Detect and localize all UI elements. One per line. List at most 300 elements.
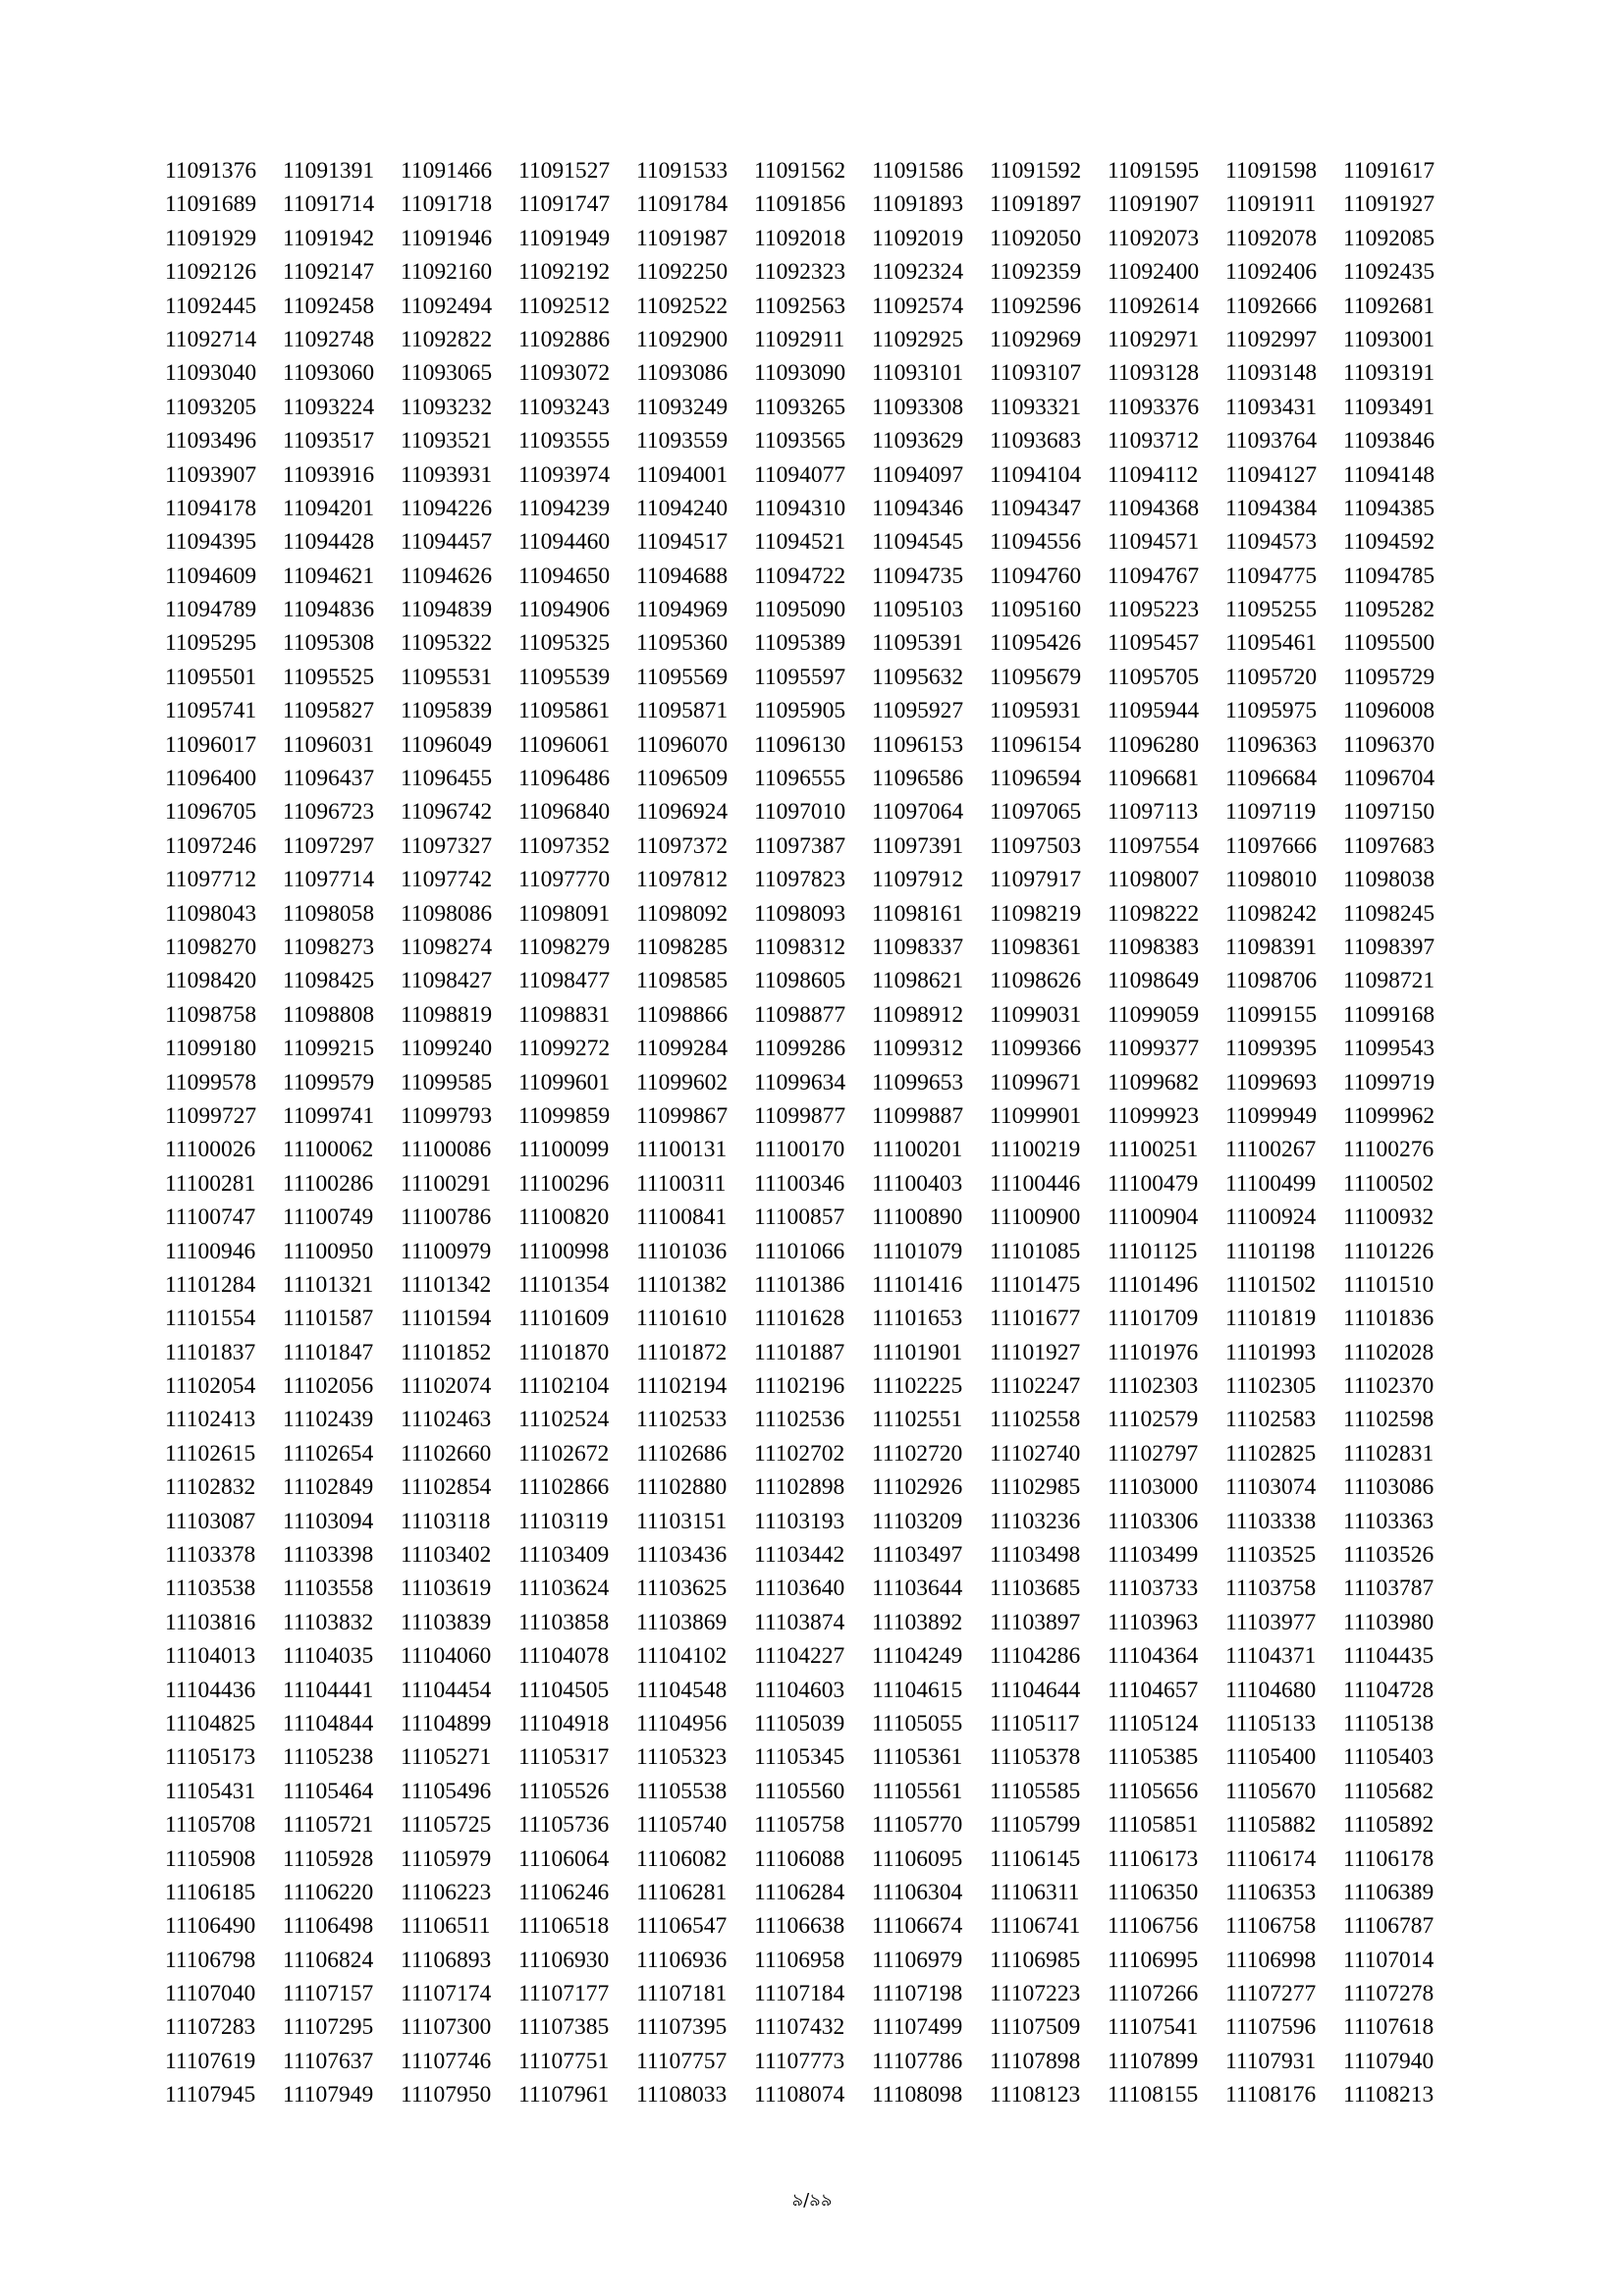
roll-number: 11092085 (1343, 225, 1435, 251)
roll-number: 11091376 (165, 158, 257, 184)
roll-number: 11100747 (165, 1204, 256, 1231)
roll-number: 11099395 (1225, 1036, 1318, 1062)
roll-number: 11098831 (518, 1001, 611, 1028)
roll-number: 11104825 (165, 1710, 256, 1736)
roll-number: 11100276 (1343, 1137, 1435, 1163)
roll-number: 11095531 (401, 664, 493, 690)
roll-number: 11105117 (990, 1710, 1080, 1736)
roll-number: 11104102 (636, 1643, 728, 1670)
roll-number: 11105979 (401, 1845, 492, 1872)
roll-number: 11101887 (754, 1339, 845, 1365)
roll-number: 11107432 (754, 2014, 845, 2041)
roll-number: 11098391 (1225, 934, 1318, 960)
roll-number: 11094760 (990, 562, 1082, 589)
roll-number: 11094368 (1108, 495, 1200, 521)
roll-number: 11099377 (1108, 1036, 1200, 1062)
roll-number: 11099923 (1108, 1102, 1200, 1129)
roll-number: 11102866 (518, 1474, 610, 1501)
roll-number: 11101927 (990, 1339, 1081, 1365)
roll-number: 11096705 (165, 799, 257, 826)
roll-number: 11097712 (165, 867, 257, 893)
roll-number: 11093308 (872, 394, 964, 420)
roll-number: 11102104 (518, 1373, 610, 1400)
roll-number: 11098649 (1108, 968, 1200, 994)
roll-number: 11095569 (636, 664, 729, 690)
roll-number: 11100170 (754, 1137, 845, 1163)
roll-number: 11101819 (1225, 1306, 1317, 1332)
roll-number: 11098222 (1108, 900, 1200, 927)
roll-number: 11106223 (401, 1879, 492, 1905)
roll-number: 11102056 (283, 1373, 374, 1400)
roll-number: 11092018 (754, 225, 846, 251)
roll-number: 11103538 (165, 1575, 256, 1602)
roll-number: 11102797 (1108, 1440, 1199, 1467)
roll-number: 11099693 (1225, 1069, 1318, 1095)
roll-number: 11091533 (636, 158, 729, 184)
roll-number: 11099634 (754, 1069, 846, 1095)
roll-number: 11106088 (754, 1845, 845, 1872)
roll-number: 11094688 (636, 562, 729, 589)
roll-number: 11094906 (518, 597, 611, 623)
roll-number: 11106490 (165, 1913, 256, 1940)
roll-number: 11093559 (636, 428, 729, 454)
roll-number: 11101382 (636, 1271, 728, 1298)
roll-number: 11106178 (1343, 1845, 1435, 1872)
roll-number: 11095927 (872, 698, 964, 724)
roll-number: 11102660 (401, 1440, 492, 1467)
roll-number: 11093521 (401, 428, 493, 454)
roll-number: 11100346 (754, 1170, 845, 1197)
roll-number: 11098808 (283, 1001, 375, 1028)
roll-number: 11094148 (1343, 461, 1435, 488)
roll-number: 11098605 (754, 968, 846, 994)
roll-number: 11107277 (1225, 1981, 1317, 2007)
roll-number: 11106064 (518, 1845, 610, 1872)
roll-number: 11095255 (1225, 597, 1318, 623)
roll-number: 11097917 (990, 867, 1082, 893)
roll-number: 11094178 (165, 495, 257, 521)
roll-number: 11100900 (990, 1204, 1081, 1231)
roll-number: 11092822 (401, 326, 493, 352)
roll-number: 11098242 (1225, 900, 1318, 927)
roll-number: 11100946 (165, 1238, 256, 1264)
roll-number: 11094112 (1108, 461, 1199, 488)
roll-number: 11104364 (1108, 1643, 1199, 1670)
roll-number: 11097246 (165, 832, 257, 859)
roll-number: 11092147 (283, 259, 375, 286)
roll-number: 11094836 (283, 597, 375, 623)
roll-number: 11106173 (1108, 1845, 1199, 1872)
roll-number: 11097119 (1225, 799, 1317, 826)
roll-number: 11105740 (636, 1812, 728, 1839)
roll-number: 11095525 (283, 664, 375, 690)
roll-number: 11107596 (1225, 2014, 1317, 2041)
roll-number: 11103839 (401, 1609, 492, 1635)
roll-number: 11095597 (754, 664, 846, 690)
roll-number: 11102196 (754, 1373, 845, 1400)
roll-number: 11103086 (1343, 1474, 1435, 1501)
roll-number: 11092886 (518, 326, 611, 352)
roll-number: 11098361 (990, 934, 1082, 960)
roll-number: 11098721 (1343, 968, 1435, 994)
roll-number: 11091718 (401, 191, 493, 218)
roll-number: 11093065 (401, 360, 493, 387)
roll-number: 11100291 (401, 1170, 492, 1197)
roll-number: 11098819 (401, 1001, 493, 1028)
roll-number: 11098274 (401, 934, 493, 960)
roll-number: 11100311 (636, 1170, 727, 1197)
roll-number: 11091907 (1108, 191, 1200, 218)
roll-number: 11094789 (165, 597, 257, 623)
roll-number: 11100820 (518, 1204, 610, 1231)
roll-number: 11094517 (636, 529, 729, 556)
roll-number: 11106389 (1343, 1879, 1435, 1905)
roll-number: 11108213 (1343, 2082, 1435, 2109)
roll-number: 11107637 (283, 2048, 374, 2074)
roll-number: 11095861 (518, 698, 611, 724)
roll-number: 11091929 (165, 225, 257, 251)
roll-number: 11096049 (401, 731, 493, 758)
roll-number: 11094767 (1108, 562, 1200, 589)
roll-number: 11106350 (1108, 1879, 1199, 1905)
roll-number: 11096437 (283, 766, 375, 792)
roll-number: 11093001 (1343, 326, 1435, 352)
roll-number: 11100904 (1108, 1204, 1199, 1231)
roll-number: 11104548 (636, 1677, 728, 1703)
roll-number: 11102598 (1343, 1407, 1435, 1433)
roll-number: 11097812 (636, 867, 729, 893)
roll-number: 11102533 (636, 1407, 728, 1433)
roll-number: 11107945 (165, 2082, 256, 2109)
roll-number: 11096586 (872, 766, 964, 792)
roll-number: 11093907 (165, 461, 257, 488)
roll-number: 11094722 (754, 562, 846, 589)
roll-number: 11097064 (872, 799, 964, 826)
roll-number: 11103874 (754, 1609, 845, 1635)
roll-number: 11102825 (1225, 1440, 1317, 1467)
roll-number: 11092445 (165, 293, 257, 319)
roll-number: 11095461 (1225, 630, 1318, 657)
roll-number: 11106638 (754, 1913, 845, 1940)
roll-number: 11100219 (990, 1137, 1081, 1163)
roll-number: 11100446 (990, 1170, 1081, 1197)
roll-number: 11105561 (872, 1778, 963, 1804)
roll-number: 11096008 (1343, 698, 1435, 724)
roll-number: 11101066 (754, 1238, 845, 1264)
roll-number: 11107174 (401, 1981, 492, 2007)
roll-number: 11100979 (401, 1238, 492, 1264)
roll-number: 11092596 (990, 293, 1082, 319)
roll-number: 11103869 (636, 1609, 728, 1635)
roll-number: 11091856 (754, 191, 846, 218)
roll-number: 11092666 (1225, 293, 1318, 319)
roll-number: 11103193 (754, 1508, 845, 1534)
roll-number: 11104436 (165, 1677, 256, 1703)
roll-number: 11107618 (1343, 2014, 1435, 2041)
roll-number: 11105055 (872, 1710, 963, 1736)
roll-number: 11098092 (636, 900, 729, 927)
roll-number: 11099793 (401, 1102, 493, 1129)
roll-number: 11100924 (1225, 1204, 1317, 1231)
roll-number: 11096061 (518, 731, 611, 758)
roll-number: 11106185 (165, 1879, 256, 1905)
roll-number: 11103074 (1225, 1474, 1317, 1501)
roll-number: 11094346 (872, 495, 964, 521)
roll-number: 11091927 (1343, 191, 1435, 218)
roll-number: 11101036 (636, 1238, 728, 1264)
roll-number: 11093555 (518, 428, 611, 454)
roll-number: 11102831 (1343, 1440, 1435, 1467)
roll-number: 11105908 (165, 1845, 256, 1872)
roll-number: 11095539 (518, 664, 611, 690)
roll-number: 11091747 (518, 191, 611, 218)
roll-number: 11104505 (518, 1677, 610, 1703)
roll-number: 11101079 (872, 1238, 963, 1264)
roll-number: 11095295 (165, 630, 257, 657)
roll-number: 11095282 (1343, 597, 1435, 623)
roll-number: 11096742 (401, 799, 493, 826)
roll-number: 11093683 (990, 428, 1082, 454)
roll-number: 11106995 (1108, 1947, 1199, 1973)
roll-number: 11101609 (518, 1306, 610, 1332)
roll-number: 11095103 (872, 597, 964, 623)
roll-number: 11100296 (518, 1170, 610, 1197)
roll-number: 11103209 (872, 1508, 963, 1534)
roll-number: 11107181 (636, 1981, 728, 2007)
roll-number: 11096370 (1343, 731, 1435, 758)
roll-number: 11102854 (401, 1474, 492, 1501)
roll-number: 11098285 (636, 934, 729, 960)
roll-number: 11101386 (754, 1271, 845, 1298)
roll-number: 11098706 (1225, 968, 1318, 994)
roll-number: 11106547 (636, 1913, 728, 1940)
roll-number: 11094650 (518, 562, 611, 589)
roll-number: 11101976 (1108, 1339, 1199, 1365)
number-list-grid (165, 154, 1461, 2112)
roll-number: 11106174 (1225, 1845, 1317, 1872)
roll-number: 11093086 (636, 360, 729, 387)
roll-number: 11091949 (518, 225, 611, 251)
roll-number: 11106798 (165, 1947, 256, 1973)
roll-number: 11103338 (1225, 1508, 1317, 1534)
roll-number: 11097297 (283, 832, 375, 859)
roll-number: 11100062 (283, 1137, 374, 1163)
roll-number: 11096130 (754, 731, 846, 758)
roll-number: 11106958 (754, 1947, 845, 1973)
roll-number: 11103816 (165, 1609, 256, 1635)
roll-number: 11092078 (1225, 225, 1318, 251)
roll-number: 11092494 (401, 293, 493, 319)
roll-number: 11093040 (165, 360, 257, 387)
roll-number: 11105656 (1108, 1778, 1199, 1804)
roll-number: 11104286 (990, 1643, 1081, 1670)
roll-number: 11099366 (990, 1036, 1082, 1062)
roll-number: 11096594 (990, 766, 1082, 792)
roll-number: 11104371 (1225, 1643, 1317, 1670)
roll-number: 11095827 (283, 698, 375, 724)
roll-number: 11099727 (165, 1102, 257, 1129)
roll-number: 11107940 (1343, 2048, 1435, 2074)
roll-number: 11095322 (401, 630, 493, 657)
roll-number: 11098043 (165, 900, 257, 927)
roll-number: 11108074 (754, 2082, 845, 2109)
roll-number: 11094239 (518, 495, 611, 521)
roll-number: 11103685 (990, 1575, 1081, 1602)
roll-number: 11097372 (636, 832, 729, 859)
roll-number: 11103758 (1225, 1575, 1317, 1602)
roll-number: 11101872 (636, 1339, 728, 1365)
roll-number: 11097113 (1108, 799, 1199, 826)
roll-number: 11107283 (165, 2014, 256, 2041)
roll-number: 11107898 (990, 2048, 1081, 2074)
roll-number: 11099859 (518, 1102, 611, 1129)
roll-number: 11092614 (1108, 293, 1200, 319)
roll-number: 11101653 (872, 1306, 963, 1332)
roll-number: 11105882 (1225, 1812, 1317, 1839)
roll-number: 11100841 (636, 1204, 728, 1231)
roll-number: 11096486 (518, 766, 611, 792)
roll-number: 11095705 (1108, 664, 1200, 690)
roll-number: 11099601 (518, 1069, 611, 1095)
roll-number: 11102579 (1108, 1407, 1199, 1433)
roll-number: 11098621 (872, 968, 964, 994)
roll-number: 11105378 (990, 1744, 1081, 1771)
roll-number: 11094609 (165, 562, 257, 589)
roll-number: 11100786 (401, 1204, 492, 1231)
roll-number: 11105345 (754, 1744, 845, 1771)
roll-number: 11094626 (401, 562, 493, 589)
roll-number: 11103619 (401, 1575, 492, 1602)
roll-number: 11102672 (518, 1440, 610, 1467)
roll-number: 11106518 (518, 1913, 610, 1940)
roll-number: 11094457 (401, 529, 493, 556)
roll-number: 11103094 (283, 1508, 374, 1534)
roll-number: 11100499 (1225, 1170, 1317, 1197)
roll-number: 11105526 (518, 1778, 610, 1804)
roll-number: 11107300 (401, 2014, 492, 2041)
roll-number: 11103398 (283, 1542, 374, 1569)
roll-number: 11105385 (1108, 1744, 1199, 1771)
roll-number: 11105538 (636, 1778, 728, 1804)
roll-number: 11098038 (1343, 867, 1435, 893)
roll-number: 11103733 (1108, 1575, 1199, 1602)
roll-number: 11092359 (990, 259, 1082, 286)
roll-number: 11095741 (165, 698, 257, 724)
roll-number: 11095457 (1108, 630, 1200, 657)
roll-number: 11103402 (401, 1542, 492, 1569)
roll-number: 11100131 (636, 1137, 728, 1163)
roll-number: 11091592 (990, 158, 1082, 184)
roll-number: 11103787 (1343, 1575, 1435, 1602)
roll-number: 11107746 (401, 2048, 492, 2074)
roll-number: 11108123 (990, 2082, 1081, 2109)
roll-number: 11098007 (1108, 867, 1200, 893)
roll-number: 11101226 (1343, 1238, 1435, 1264)
roll-number: 11103625 (636, 1575, 728, 1602)
roll-number: 11099272 (518, 1036, 611, 1062)
roll-number: 11098912 (872, 1001, 964, 1028)
roll-number: 11102686 (636, 1440, 728, 1467)
roll-number: 11103119 (518, 1508, 609, 1534)
roll-number: 11094097 (872, 461, 964, 488)
roll-number: 11103858 (518, 1609, 610, 1635)
roll-number: 11095931 (990, 698, 1082, 724)
roll-number: 11095426 (990, 630, 1082, 657)
roll-number: 11099682 (1108, 1069, 1200, 1095)
roll-number: 11102720 (872, 1440, 963, 1467)
roll-number: 11101085 (990, 1238, 1081, 1264)
roll-number: 11099155 (1225, 1001, 1318, 1028)
roll-number: 11101587 (283, 1306, 374, 1332)
roll-number: 11100890 (872, 1204, 963, 1231)
roll-number: 11092969 (990, 326, 1082, 352)
roll-number: 11103306 (1108, 1508, 1199, 1534)
roll-number: 11104435 (1343, 1643, 1435, 1670)
roll-number: 11096400 (165, 766, 257, 792)
roll-number: 11094428 (283, 529, 375, 556)
roll-number: 11095871 (636, 698, 729, 724)
roll-number: 11107385 (518, 2014, 610, 2041)
roll-number: 11098270 (165, 934, 257, 960)
roll-number: 11095223 (1108, 597, 1200, 623)
roll-number: 11105708 (165, 1812, 256, 1839)
roll-number: 11092250 (636, 259, 729, 286)
roll-number: 11102551 (872, 1407, 963, 1433)
roll-number: 11105173 (165, 1744, 256, 1771)
roll-number: 11096455 (401, 766, 493, 792)
roll-number: 11098093 (754, 900, 846, 927)
roll-number: 11106758 (1225, 1913, 1317, 1940)
roll-number: 11102247 (990, 1373, 1081, 1400)
roll-number: 11104657 (1108, 1677, 1199, 1703)
roll-number: 11092574 (872, 293, 964, 319)
roll-number: 11104035 (283, 1643, 374, 1670)
roll-number: 11101342 (401, 1271, 492, 1298)
roll-number: 11100286 (283, 1170, 374, 1197)
roll-number: 11097352 (518, 832, 611, 859)
roll-number: 11105892 (1343, 1812, 1435, 1839)
roll-number: 11098086 (401, 900, 493, 927)
roll-number: 11094556 (990, 529, 1082, 556)
roll-number: 11107757 (636, 2048, 728, 2074)
roll-number: 11092019 (872, 225, 964, 251)
roll-number: 11108176 (1225, 2082, 1317, 2109)
roll-number: 11092435 (1343, 259, 1435, 286)
roll-number: 11107541 (1108, 2014, 1199, 2041)
roll-number: 11104615 (872, 1677, 963, 1703)
roll-number: 11093232 (401, 394, 493, 420)
roll-number: 11093974 (518, 461, 611, 488)
roll-number: 11099585 (401, 1069, 493, 1095)
roll-number: 11103897 (990, 1609, 1081, 1635)
roll-number: 11091689 (165, 191, 257, 218)
roll-number: 11094077 (754, 461, 846, 488)
roll-number: 11099901 (990, 1102, 1082, 1129)
roll-number: 11094384 (1225, 495, 1318, 521)
roll-number: 11101321 (283, 1271, 374, 1298)
roll-number: 11104644 (990, 1677, 1081, 1703)
roll-number: 11099286 (754, 1036, 846, 1062)
roll-number: 11106304 (872, 1879, 963, 1905)
roll-number: 11103236 (990, 1508, 1081, 1534)
roll-number: 11100950 (283, 1238, 374, 1264)
roll-number: 11103624 (518, 1575, 610, 1602)
roll-number: 11101475 (990, 1271, 1081, 1298)
roll-number: 11107014 (1343, 1947, 1435, 1973)
roll-number: 11105721 (283, 1812, 374, 1839)
roll-number: 11105238 (283, 1744, 374, 1771)
roll-number: 11099578 (165, 1069, 257, 1095)
